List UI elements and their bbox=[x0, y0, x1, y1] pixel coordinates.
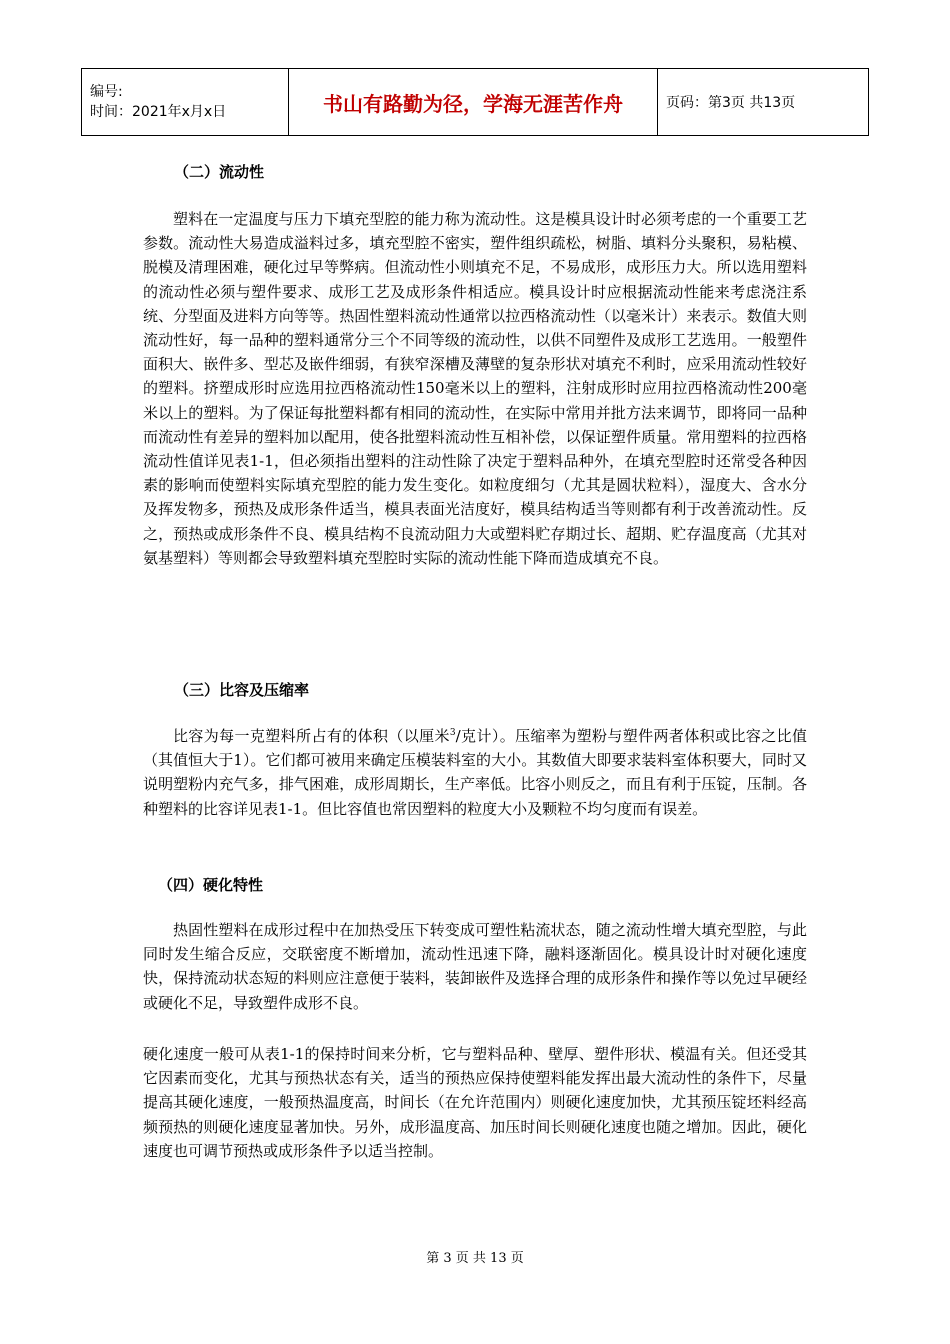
paragraph-curing-1: 热固性塑料在成形过程中在加热受压下转变成可塑性粘流状态，随之流动性增大填充型腔，与此同时发生缩合反应，交联密度不断增加，流动性迅速下降，融料逐渐固化。模具设计时对硬化速度快，保持流动状态短的料则应注意便于装料，装卸嵌件及选择合理的成形条件和操作等以免过早硬经或硬化不足，导致塑件成形不良。 bbox=[143, 921, 807, 1012]
superscript-3: 3 bbox=[449, 728, 456, 738]
paragraph-curing-2: 硬化速度一般可从表1-1的保持时间来分析，它与塑料品种、壁厚、塑件形状、模温有关。但还受其它因素而变化，尤其与预热状态有关，适当的预热应保持使塑料能发挥出最大流动性的条件下，尽量提高其硬化速度，一般预热温度高，时间长（在允许范围内）则硬化速度加快，尤其预压锭坯料经高频预热的则硬化速度显著加快。另外，成形温度高、加压时间长则硬化速度也随之增加。因此，硬化速度也可调节预热或成形条件予以适当控制。 bbox=[143, 1045, 807, 1160]
time-label: 时间：2021年x月x日 bbox=[90, 104, 227, 120]
paragraph-specific-volume bbox=[143, 724, 807, 821]
page-info: 页码：第3页 共13页 bbox=[658, 69, 869, 136]
document-header bbox=[81, 68, 869, 136]
number-label: 编号: bbox=[90, 84, 123, 100]
para-text-pre: 比容为每一克塑料所占有的体积（以厘米 bbox=[173, 727, 450, 745]
paragraph-flow: 塑料在一定温度与压力下填充型腔的能力称为流动性。这是模具设计时必须考虑的一个重要工艺参数。流动性大易造成溢料过多，填充型腔不密实，塑件组织疏松，树脂、填料分头聚积，易粘模、脱模及清理困难，硬化过早等弊病。但流动性小则填充不足，不易成形，成形压力大。所以选用塑料的流动性必须与塑件要求、成形工艺及成形条件相适应。模具设计时应根据流动性能来考虑浇注系统、分型面及进料方向等等。热固性塑料流动性通常以拉西格流动性（以毫米计）来表示。数值大则流动性好，每一品种的塑料通常分三个不同等级的流动性，以供不同塑件及成形工艺选用。一般塑件面积大、嵌件多、型芯及嵌件细弱，有狭窄深槽及薄壁的复杂形状对填充不利时，应采用流动性较好的塑料。挤塑成形时应选用拉西格流动性150毫米以上的塑料，注射成形时应用拉西格流动性200毫米以上的塑料。为了保证每批塑料都有相同的流动性，在实际中常用并批方法来调节，即将同一品种而流动性有差异的塑料加以配用，使各批塑料流动性互相补偿，以保证塑件质量。常用塑料的拉西格流动性值详见表1-1，但必须指出塑料的注动性除了决定于塑料品种外，在填充型腔时还常受各种因素的影响而使塑料实际填充型腔的能力发生变化。如粒度细匀（尤其是圆状粒料），湿度大、含水分及挥发物多，预热及成形条件适当，模具表面光洁度好，模具结构适当等则都有利于改善流动性。反之，预热或成形条件不良、模具结构不良流动阻力大或塑料贮存期过长、超期、贮存温度高（尤其对氨基塑料）等则都会导致塑料填充型腔时实际的流动性能下降而造成填充不良。 bbox=[143, 210, 807, 567]
section-heading-curing: （四）硬化特性 bbox=[158, 876, 264, 894]
page-footer: 第 3 页 共 13 页 bbox=[426, 1251, 524, 1266]
section-heading-flow: （二）流动性 bbox=[174, 163, 265, 181]
section-heading-specific-volume: （三）比容及压缩率 bbox=[174, 681, 310, 699]
header-meta bbox=[82, 69, 289, 136]
para-text-post: /克计）。压缩率为塑粉与塑件两者体积或比容之比值（其值恒大于1）。它们都可被用来确定压模装料室的大小。其数值大即要求装料室体积要大，同时又说明塑粉内充气多，排气困难，成形周期长，生产率低。比容小则反之，而且有利于压锭，压制。各种塑料的比容详见表1-1。但比容值也常因塑料的粒度大小及颗粒不均匀度而有误差。 bbox=[143, 727, 807, 818]
motto: 书山有路勤为径，学海无涯苦作舟 bbox=[289, 69, 658, 136]
